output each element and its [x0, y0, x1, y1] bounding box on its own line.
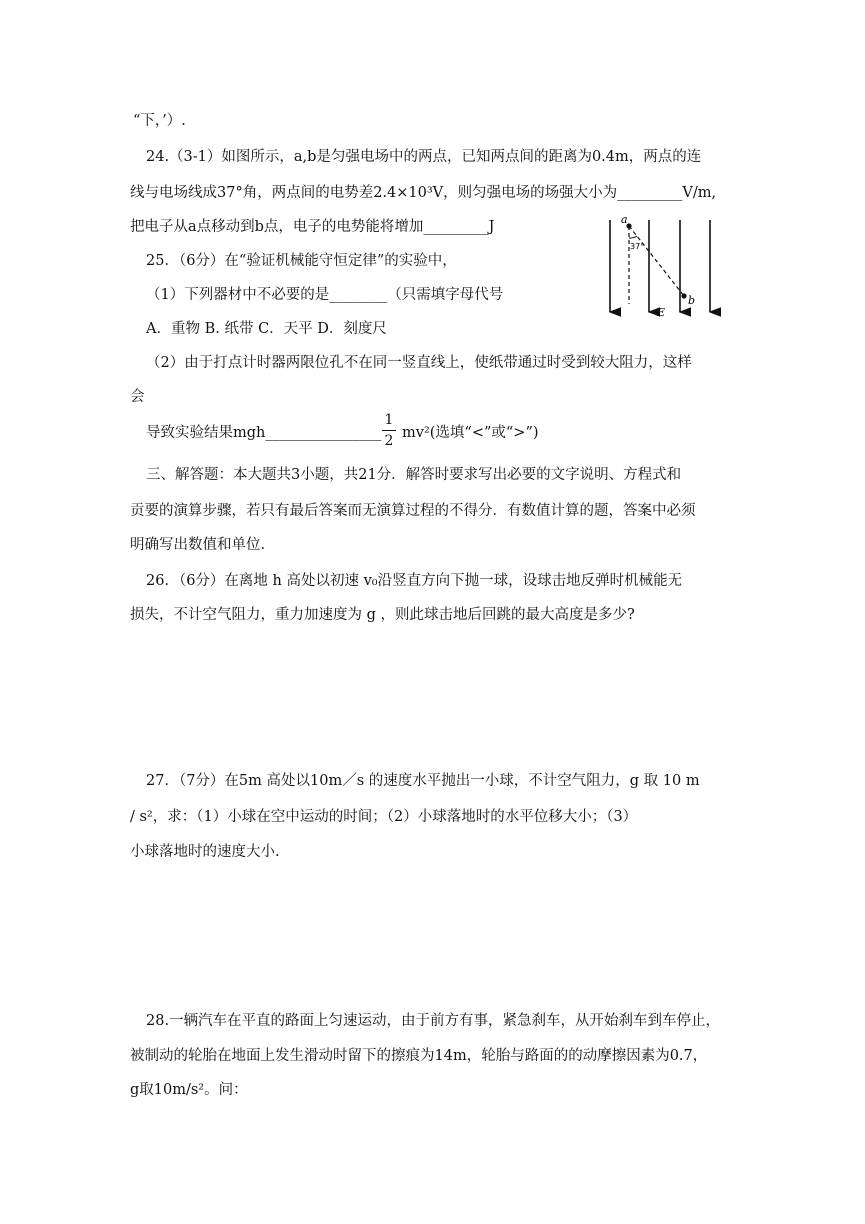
fraction-denominator: 2: [384, 433, 394, 449]
point-b-label: b: [688, 294, 696, 307]
question-25-title: 25．（6分）在“验证机械能守恒定律”的实验中，: [146, 253, 457, 269]
question-25-options: A．重物 B. 纸带 C．天平 D．刻度尺: [146, 321, 387, 337]
section-3-text-1: 贡要的演算步骤，若只有最后答案而无演算过程的不得分．有数值计算的题，答案中必须: [130, 503, 696, 519]
angle-label: 37°: [630, 242, 645, 251]
fraction-one-half: [382, 412, 396, 449]
section-3-heading: 三、解答题：本大题共3小题，共21分．解答时要求写出必要的文字说明、方程式和: [146, 467, 682, 483]
question-24-line-1: 24.（3-1）如图所示，a,b是匀强电场中的两点，已知两点间的距离为0.4m，两点的连: [146, 149, 702, 165]
fraction-numerator: 1: [384, 412, 394, 428]
question-28-line-3: g取10m/s²。问：: [130, 1082, 248, 1098]
question-26-line-2: 损失，不计空气阻力，重力加速度为 g ，则此球击地后回跳的最大高度是多少?: [130, 607, 635, 623]
electric-field-figure: [602, 212, 732, 324]
question-28-line-2: 被制动的轮胎在地面上发生滑动时留下的擦痕为14m，轮胎与路面的的动摩擦因素为0.7，: [130, 1048, 708, 1064]
section-3-text-2: 明确写出数值和单位.: [130, 537, 266, 553]
question-24-line-2: 线与电场线成37°角，两点间的电势差2.4×10³V，则匀强电场的场强大小为_________V/m,: [130, 185, 717, 201]
question-25-part-1: （1）下列器材中不必要的是________（只需填字母代号: [146, 287, 504, 303]
question-28-line-1: 28.一辆汽车在平直的路面上匀速运动，由于前方有事，紧急刹车，从开始刹车到车停止，: [146, 1013, 721, 1029]
question-26-line-1: 26．（6分）在离地 h 高处以初速 v₀沿竖直方向下抛一球，设球击地反弹时机械能无: [146, 573, 683, 589]
question-27-line-3: 小球落地时的速度大小.: [130, 844, 280, 860]
question-25-part-2-cont: 会: [130, 389, 145, 405]
question-27-line-1: 27．（7分）在5m 高处以10m／s 的速度水平抛出一小球，不计空气阻力，g 取 10 m: [146, 773, 700, 789]
field-label: E: [657, 306, 666, 319]
question-25-result-a: 导致实验结果mgh________________: [146, 425, 382, 441]
text-line: “下，’）.: [133, 113, 186, 129]
question-25-part-2: （2）由于打点计时器两限位孔不在同一竖直线上，使纸带通过时受到较大阻力，这样: [146, 355, 692, 371]
question-27-line-2: / s²，求：（1）小球在空中运动的时间；（2）小球落地时的水平位移大小；（3）: [130, 809, 638, 825]
point-a-label: a: [621, 213, 628, 226]
question-24-line-3: 把电子从a点移动到b点，电子的电势能将增加_________J: [130, 219, 495, 235]
question-25-result-b: mv²(选填“<”或“>”): [402, 425, 539, 441]
